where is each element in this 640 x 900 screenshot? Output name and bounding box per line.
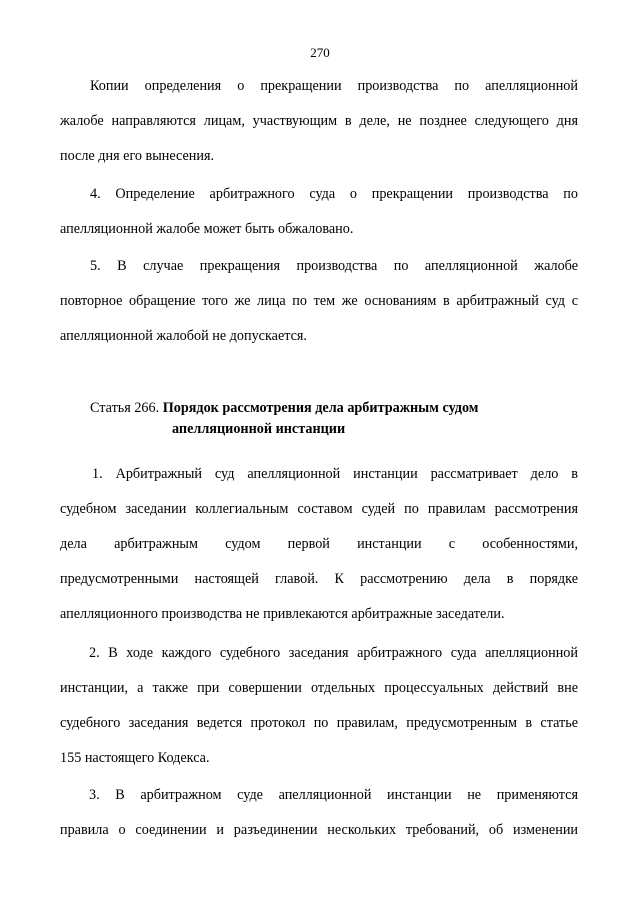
text-line: апелляционного производства не привлекаются арбитражные заседатели. [60,606,505,622]
article-title-continuation: апелляционной инстанции [172,421,346,437]
text-line: дела арбитражным судом первой инстанции с особенностями, [60,536,578,552]
article-number: Статья 266. [90,400,160,416]
article-paragraph-3 [60,785,578,855]
text-line: предусмотренными настоящей главой. К рассмотрению дела в порядке [60,571,578,587]
text-line: апелляционной жалобой не допускается. [60,328,307,344]
text-line: инстанции, а также при совершении отдельных процессуальных действий вне [60,680,578,696]
text-line: 1. Арбитражный суд апелляционной инстанции рассматривает дело в [92,466,578,482]
text-line: повторное обращение того же лица по тем же основаниям в арбитражный суд с [60,293,578,309]
paragraph-item-4 [60,184,578,254]
text-line: правила о соединении и разъединении нескольких требований, об изменении [60,822,578,838]
article-title: Порядок рассмотрения дела арбитражным судом [162,400,479,416]
article-paragraph-2 [60,643,578,783]
text-line: апелляционной жалобе может быть обжаловано. [60,221,354,237]
article-heading-line-1 [90,398,610,419]
paragraph-copies [60,76,578,181]
text-line: 3. В арбитражном суде апелляционной инстанции не применяются [89,787,578,803]
article-paragraph-1 [60,464,578,639]
text-line: судебном заседании коллегиальным составом судей по правилам рассмотрения [60,501,578,517]
text-line: 155 настоящего Кодекса. [60,750,210,766]
paragraph-item-5 [60,256,578,361]
article-heading [90,398,610,440]
text-line: Копии определения о прекращении производства по апелляционной [90,78,578,94]
text-line: жалобе направляются лицам, участвующим в деле, не позднее следующего дня [60,113,578,129]
page-number: 270 [310,45,330,60]
text-line: после дня его вынесения. [60,148,215,164]
text-line: 4. Определение арбитражного суда о прекращении производства по [90,186,578,202]
text-line: 5. В случае прекращения производства по апелляционной жалобе [90,258,578,274]
text-line: судебного заседания ведется протокол по правилам, предусмотренным в статье [60,715,578,731]
text-line: 2. В ходе каждого судебного заседания арбитражного суда апелляционной [89,645,578,661]
